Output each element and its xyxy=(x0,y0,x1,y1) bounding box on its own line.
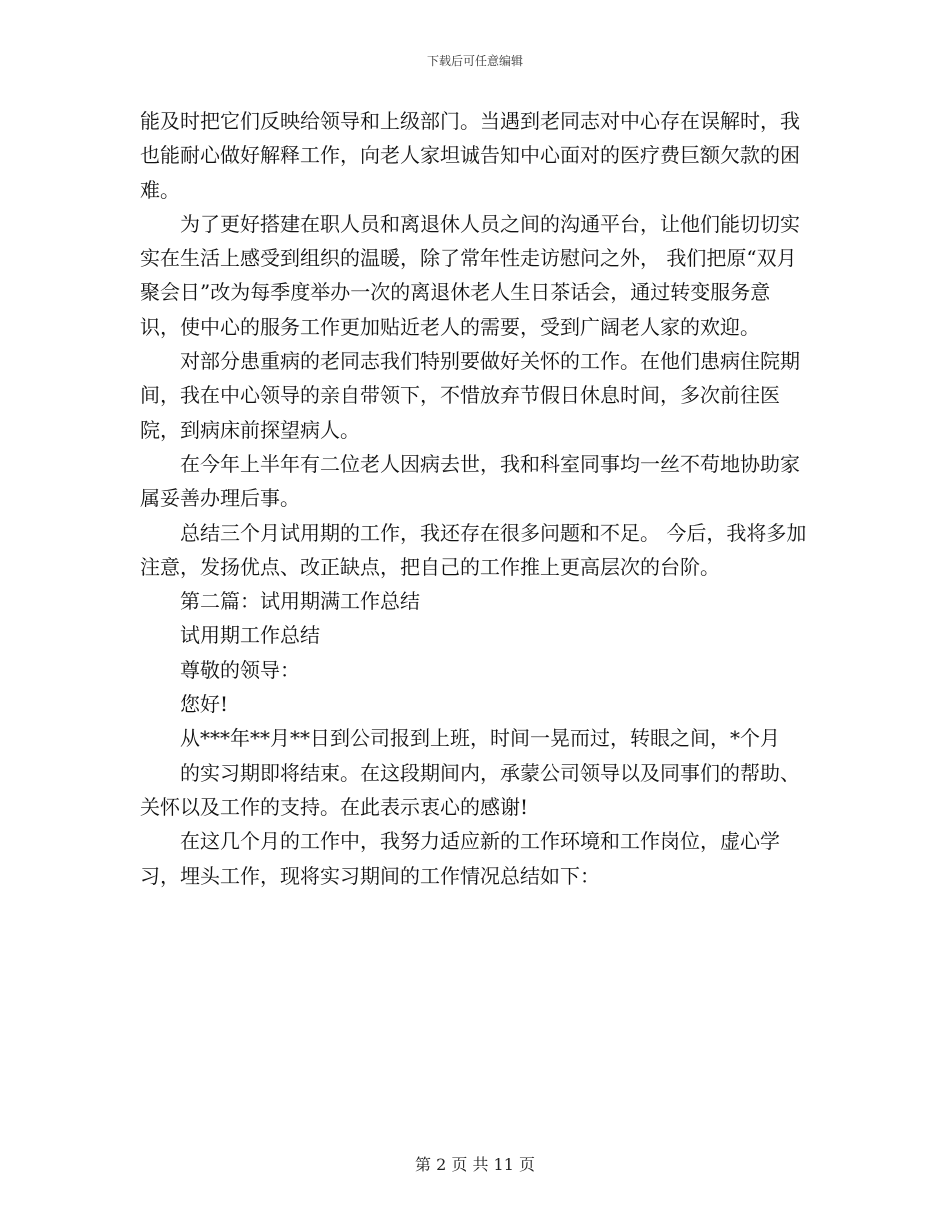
paragraph: 在今年上半年有二位老人因病去世，我和科室同事均一丝不苟地协助家属妥善办理后事。 xyxy=(140,451,800,511)
salutation: 尊敬的领导： xyxy=(180,657,300,682)
paragraph: 能及时把它们反映给领导和上级部门。当遇到老同志对中心存在误解时，我也能耐心做好解释工作，向老人家坦诚告知中心面对的医疗费巨额欠款的困难。 xyxy=(140,109,800,202)
section-heading: 第二篇：试用期满工作总结 xyxy=(180,589,420,614)
page-header: 下载后可任意编辑 xyxy=(426,54,523,68)
page-number: 第 2 页 共 11 页 xyxy=(415,1155,535,1174)
paragraph: 对部分患重病的老同志我们特别要做好关怀的工作。在他们患病住院期间，我在中心领导的亲自带领下，不惜放弃节假日休息时间，多次前往医院，到病床前探望病人。 xyxy=(140,349,800,442)
paragraph: 的实习期即将结束。在这段期间内，承蒙公司领导以及同事们的帮助、关怀以及工作的支持。在此表示衷心的感谢! xyxy=(140,760,800,819)
greeting: 您好! xyxy=(180,692,229,717)
document-body xyxy=(140,104,810,893)
paragraph: 在这几个月的工作中，我努力适应新的工作环境和工作岗位，虚心学习，埋头工作，现将实习期间的工作情况总结如下： xyxy=(140,829,780,888)
document-title: 试用期工作总结 xyxy=(180,623,320,648)
paragraph: 总结三个月试用期的工作，我还存在很多问题和不足。 今后，我将多加注意，发扬优点、改正缺点，把自己的工作推上更高层次的台阶。 xyxy=(140,520,807,579)
paragraph: 为了更好搭建在职人员和离退休人员之间的沟通平台，让他们能切切实实在生活上感受到组织的温暖，除了常年性走访慰问之外， 我们把原“双月聚会日”改为每季度举办一次的离退休老人生日茶话会，通过转变服务意识，使中心的服务工作更加贴近老人的需要，受到广阔老人家的欢迎。 xyxy=(140,211,800,339)
paragraph: 从***年**月**日到公司报到上班，时间一晃而过，转眼之间，*个月 xyxy=(180,726,780,751)
